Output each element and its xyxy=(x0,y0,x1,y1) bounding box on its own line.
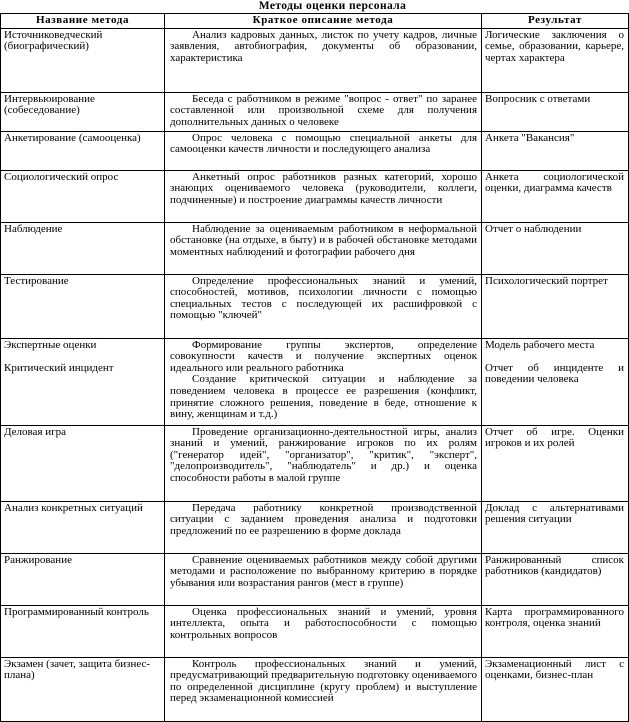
method-result: Отчет о наблюдении xyxy=(482,222,629,274)
method-result: Психологический портрет xyxy=(482,274,629,338)
method-name: Программированный контроль xyxy=(1,605,165,657)
method-name: Социологический опрос xyxy=(1,170,165,222)
methods-table xyxy=(0,13,629,722)
method-name: Тестирование xyxy=(1,274,165,338)
method-result: Анкета "Вакансия" xyxy=(482,131,629,170)
header-description: Краткое описание метода xyxy=(165,14,482,29)
method-description: Беседа с работником в режиме "вопрос - ответ" по заранее составленной или произвольной схеме для получения дополнительных данных о человеке xyxy=(165,92,482,131)
table-row xyxy=(1,222,629,274)
method-result: Отчет об инциденте и поведении человека xyxy=(485,361,624,386)
method-description: Оценка профессиональных знаний и умений, уровня интеллекта, опыта и работоспособности с помощью контрольных вопросов xyxy=(165,605,482,657)
method-result: Логические заключения о семье, образовании, карьере, чертах характера xyxy=(482,28,629,92)
method-result: Экзаменационный лист с оценками, бизнес-план xyxy=(482,657,629,721)
method-name: Деловая игра xyxy=(1,425,165,501)
method-name: Наблюдение xyxy=(1,222,165,274)
method-description: Контроль профессиональных знаний и умений, предусматривающий предварительную подготовку оцениваемого по определенной дисциплине (кругу проблем) и выступление перед экзаменационной комиссией xyxy=(165,657,482,721)
method-description: Проведение организационно-деятельностной игры, анализ знаний и умений, ранжирование игроков по их ролям ("генератор идей", "организатор", "критик", "эксперт", "делопроизводитель", "наблюдатель" и др.) и оценка способности работы в малой группе xyxy=(165,425,482,501)
method-name: Экзамен (зачет, защита бизнес-плана) xyxy=(1,657,165,721)
header-method: Название метода xyxy=(1,14,165,29)
method-name: Источниковедческий (биографический) xyxy=(1,28,165,92)
method-result: Отчет об игре. Оценки игроков и их ролей xyxy=(482,425,629,501)
method-result: Анкета социологической оценки, диаграмма качеств xyxy=(482,170,629,222)
table-row xyxy=(1,605,629,657)
table-row xyxy=(1,274,629,338)
method-result: Вопросник с ответами xyxy=(482,92,629,131)
table-row xyxy=(1,553,629,605)
table-row xyxy=(1,170,629,222)
table-row xyxy=(1,131,629,170)
method-description: Анкетный опрос работников разных категорий, хорошо знающих оцениваемого человека (руководители, коллеги, подчиненные) и построение диаграммы качеств личности xyxy=(165,170,482,222)
table-header-row xyxy=(1,14,629,29)
table-row xyxy=(1,92,629,131)
method-description: Создание критической ситуации и наблюдение за поведением человека в процессе ее разрешения (конфликт, принятие сложного решения, поведение в беде, отношение к вину, женщинам и т.д.) xyxy=(170,373,477,421)
document-title: Методы оценки персонала xyxy=(258,0,407,12)
table-row xyxy=(1,28,629,92)
method-description: Формирование группы экспертов, определение совокупности качеств и получение экспертных оценок идеального или реального работника xyxy=(170,338,477,374)
method-result: Доклад с альтернативами решения ситуации xyxy=(482,501,629,553)
header-result: Результат xyxy=(482,14,629,29)
method-description: Сравнение оцениваемых работников между собой другими методами и расположение по выбранному критерию в порядке убывания или возрастания рангов (мест в группе) xyxy=(165,553,482,605)
method-description: Передача работнику конкретной производственной ситуации с заданием проведения анализа и подготовки предложений по ее разрешению в форме доклада xyxy=(165,501,482,553)
method-name: Интервьюирование (собеседование) xyxy=(1,92,165,131)
method-description: Наблюдение за оцениваемым работником в неформальной обстановке (на отдыхе, в быту) и в рабочей обстановке методами моментных наблюдений и фотографии рабочего дня xyxy=(165,222,482,274)
method-description: Определение профессиональных знаний и умений, способностей, мотивов, психологии личности с помощью специальных тестов с последующей их расшифровкой с помощью "ключей" xyxy=(165,274,482,338)
table-row xyxy=(1,338,629,425)
table-row xyxy=(1,425,629,501)
method-result: Модель рабочего места xyxy=(485,338,595,351)
method-result-cell xyxy=(482,338,629,425)
method-result: Ранжированный список работников (кандидатов) xyxy=(482,553,629,605)
method-description: Анализ кадровых данных, листок по учету кадров, личные заявления, автобиография, документы об образовании, характеристика xyxy=(165,28,482,92)
method-name-cell xyxy=(1,338,165,425)
method-description-cell xyxy=(165,338,482,425)
method-name: Ранжирование xyxy=(1,553,165,605)
method-result: Карта программированного контроля, оценка знаний xyxy=(482,605,629,657)
method-name: Критический инцидент xyxy=(4,361,114,374)
method-name: Анализ конкретных ситуаций xyxy=(1,501,165,553)
table-row xyxy=(1,657,629,721)
method-description: Опрос человека с помощью специальной анкеты для самооценки качеств личности и последующего анализа xyxy=(165,131,482,170)
method-name: Анкетирование (самооценка) xyxy=(1,131,165,170)
method-name: Экспертные оценки xyxy=(4,338,97,351)
table-row xyxy=(1,501,629,553)
